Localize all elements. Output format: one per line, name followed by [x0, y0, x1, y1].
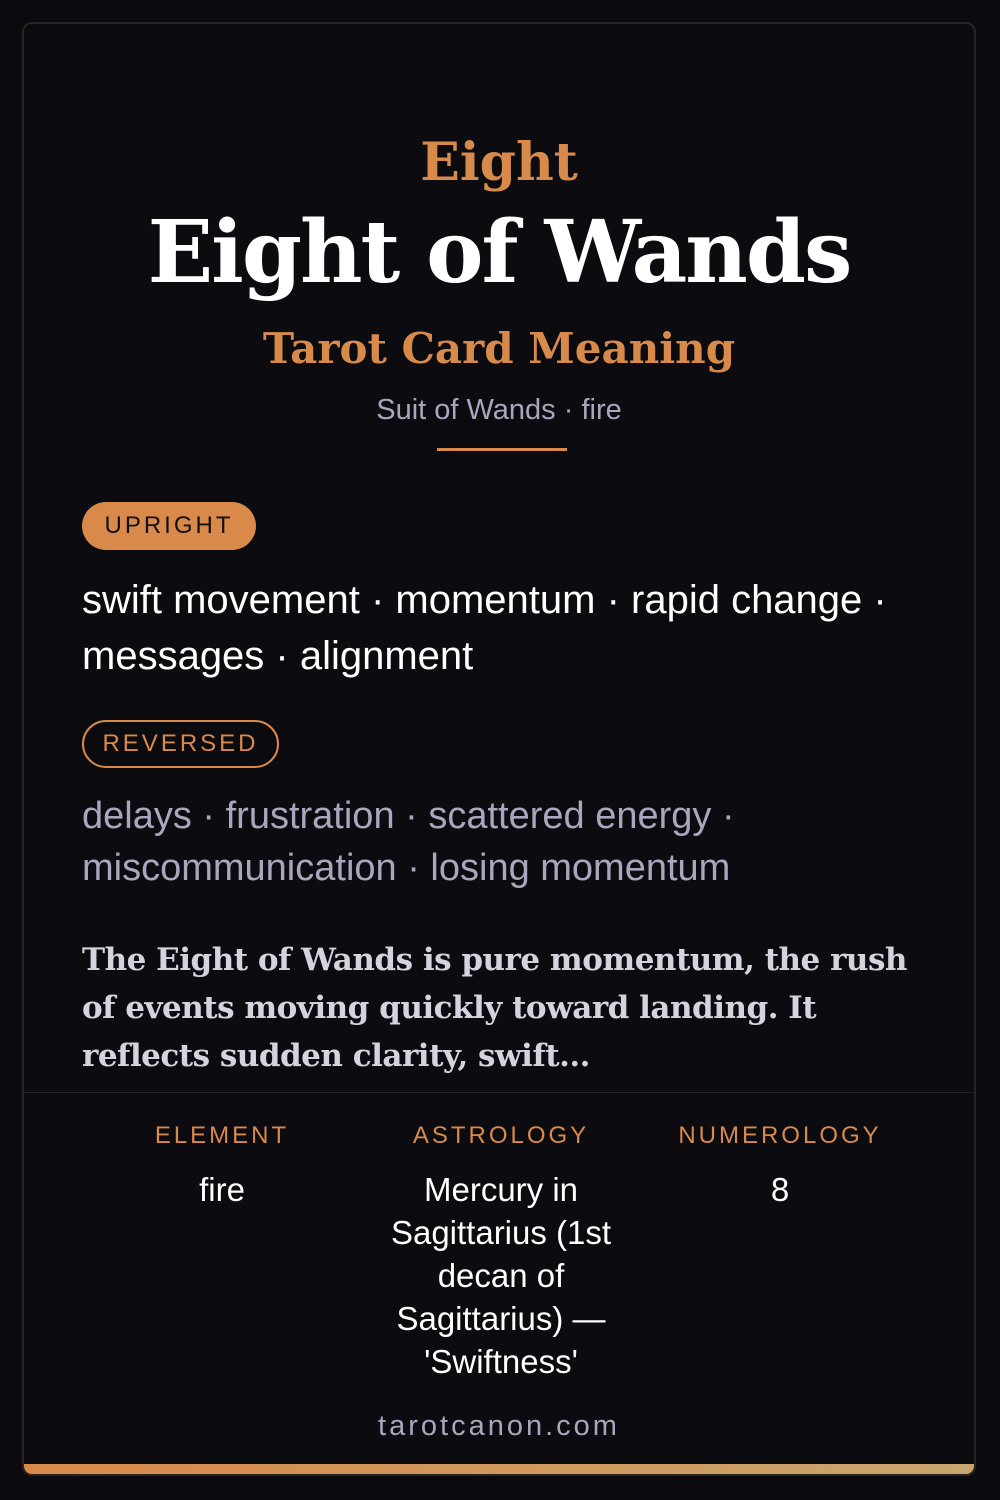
suit-line: Suit of Wands · fire	[376, 394, 622, 426]
numerology-label: NUMEROLOGY	[678, 1122, 882, 1149]
tarot-card-panel	[22, 22, 976, 1476]
reversed-badge: REVERSED	[82, 720, 279, 768]
element-value: fire	[199, 1171, 245, 1208]
upright-keywords: swift movement · momentum · rapid change · messages · alignment	[82, 578, 887, 678]
card-number-label: Eight	[420, 132, 578, 193]
upright-badge: UPRIGHT	[82, 502, 256, 550]
astrology-value: Mercury in Sagittarius (1st decan of Sagittarius) — 'Swiftness'	[390, 1171, 612, 1380]
title-divider	[437, 448, 567, 451]
element-info	[112, 1122, 332, 1211]
card-subtitle: Tarot Card Meaning	[262, 324, 736, 373]
info-divider	[24, 1092, 974, 1093]
reversed-keywords: delays · frustration · scattered energy · miscommunication · losing momentum	[82, 795, 735, 889]
astrology-label: ASTROLOGY	[412, 1122, 590, 1149]
numerology-info	[670, 1122, 890, 1211]
card-description: The Eight of Wands is pure momentum, the rush of events moving quickly toward landing. It reflects sudden clarity, swift...	[82, 942, 907, 1074]
numerology-value: 8	[770, 1171, 790, 1208]
accent-bar	[24, 1464, 974, 1474]
astrology-info	[372, 1122, 630, 1383]
element-label: ELEMENT	[154, 1122, 290, 1149]
card-title: Eight of Wands	[147, 202, 851, 303]
footer-site-link[interactable]: tarotcanon.com	[378, 1410, 620, 1442]
